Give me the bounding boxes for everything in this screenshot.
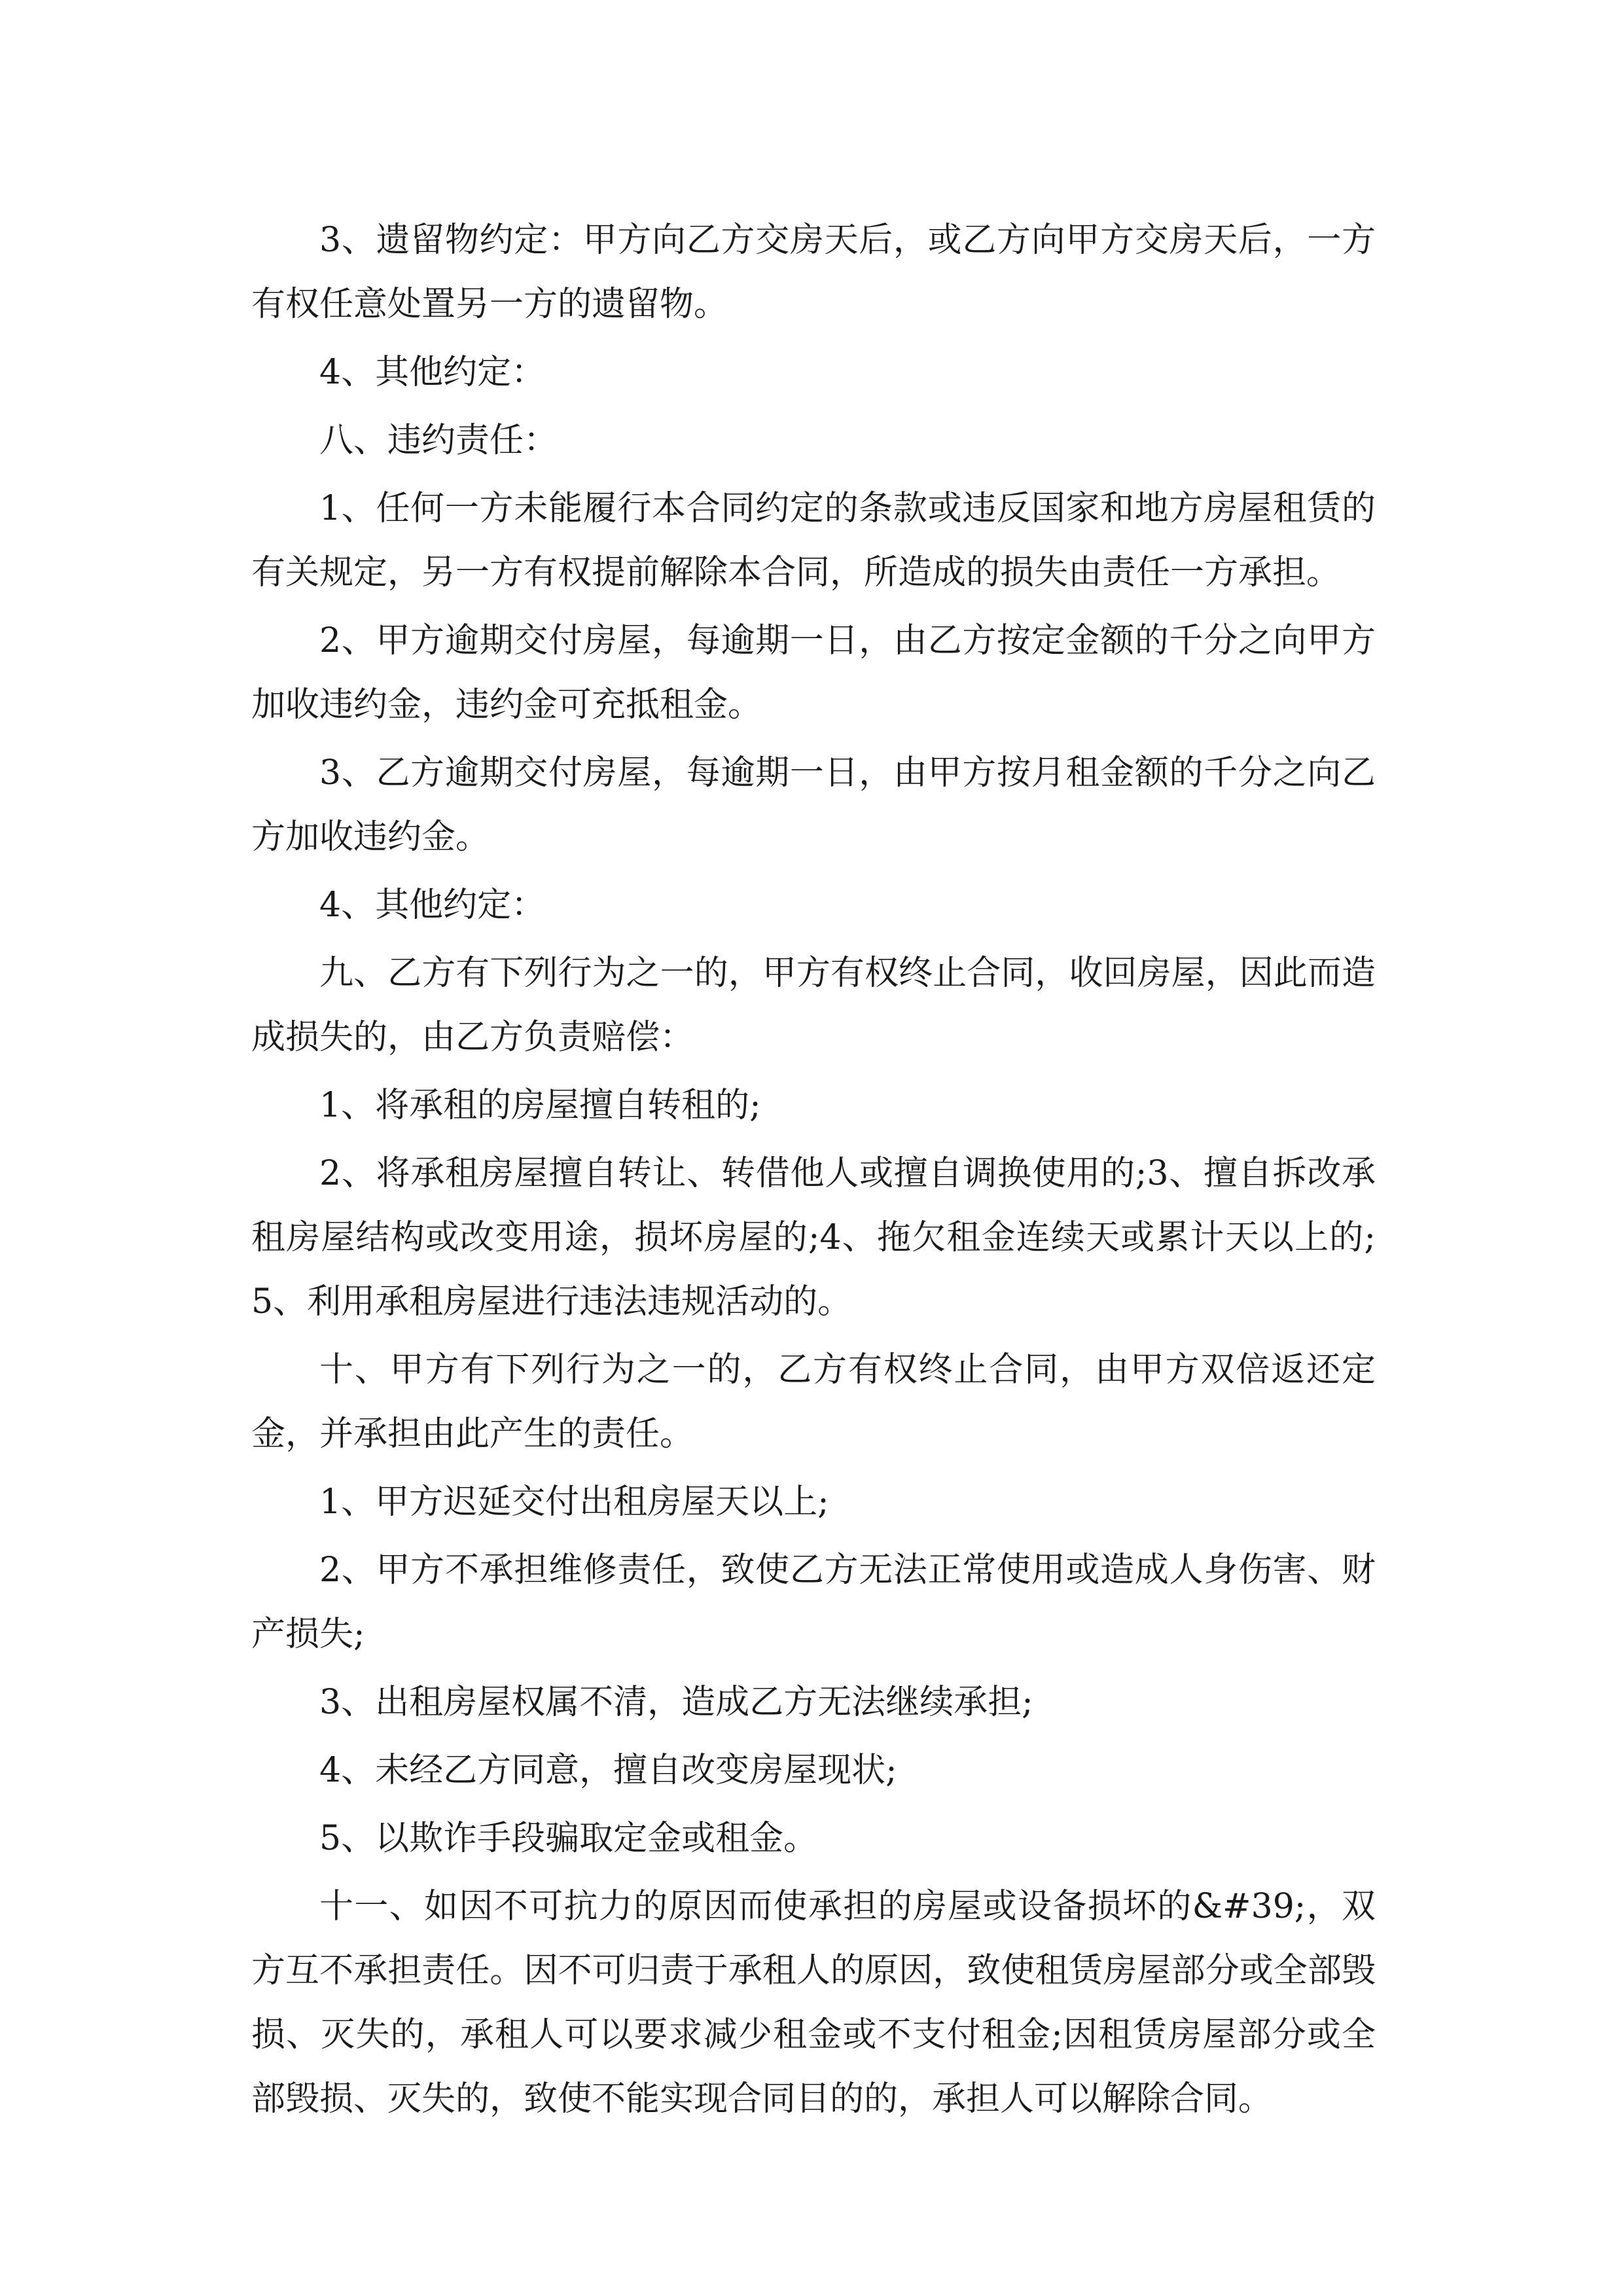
paragraph-breach-clause-3: 3、乙方逾期交付房屋，每逾期一日，由甲方按月租金额的千分之向乙方加收违约金。 <box>251 753 1376 857</box>
section-heading-landlord-termination: 十、甲方有下列行为之一的，乙方有权终止合同，由甲方双倍返还定金，并承担由此产生的责任。 <box>251 1350 1376 1454</box>
section-heading-tenant-termination: 九、乙方有下列行为之一的，甲方有权终止合同，收回房屋，因此而造成损失的，由乙方负责赔偿： <box>251 954 1376 1057</box>
paragraph-landlord-clause-3: 3、出租房屋权属不清，造成乙方无法继续承担; <box>319 1683 1033 1722</box>
paragraph-leftover-items: 3、遗留物约定：甲方向乙方交房天后，或乙方向甲方交房天后，一方有权任意处置另一方的遗留物。 <box>251 221 1376 324</box>
paragraph-landlord-clause-4: 4、未经乙方同意，擅自改变房屋现状; <box>319 1751 897 1790</box>
paragraph-breach-clause-1: 1、任何一方未能履行本合同约定的条款或违反国家和地方房屋租赁的有关规定，另一方有权提前解除本合同，所造成的损失由责任一方承担。 <box>251 489 1376 592</box>
paragraph-landlord-clause-1: 1、甲方迟延交付出租房屋天以上; <box>319 1482 829 1522</box>
paragraph-tenant-clause-1: 1、将承租的房屋擅自转租的; <box>319 1086 761 1125</box>
document-body <box>251 208 1376 2135</box>
paragraph-other-agreement-1: 4、其他约定： <box>319 353 546 392</box>
section-heading-breach-liability: 八、违约责任： <box>319 421 558 460</box>
paragraph-breach-clause-2: 2、甲方逾期交付房屋，每逾期一日，由乙方按定金额的千分之向甲方加收违约金，违约金可充抵租金。 <box>251 621 1376 725</box>
section-heading-force-majeure: 十一、如因不可抗力的原因而使承担的房屋或设备损坏的&#39;，双方互不承担责任。因不可归责于承租人的原因，致使租赁房屋部分或全部毁损、灭失的，承租人可以要求减少租金或不支付租金;因租赁房屋部分或全部毁损、灭失的，致使不能实现合同目的的，承担人可以解除合同。 <box>251 1887 1376 2119</box>
paragraph-other-agreement-2: 4、其他约定： <box>319 886 546 925</box>
paragraph-landlord-clause-2: 2、甲方不承担维修责任，致使乙方无法正常使用或造成人身伤害、财产损失; <box>251 1551 1376 1654</box>
paragraph-landlord-clause-5: 5、以欺诈手段骗取定金或租金。 <box>319 1819 818 1858</box>
paragraph-tenant-clause-2-5: 2、将承租房屋擅自转让、转借他人或擅自调换使用的;3、擅自拆改承租房屋结构或改变用途，损坏房屋的;4、拖欠租金连续天或累计天以上的;5、利用承租房屋进行违法违规活动的。 <box>251 1154 1376 1321</box>
